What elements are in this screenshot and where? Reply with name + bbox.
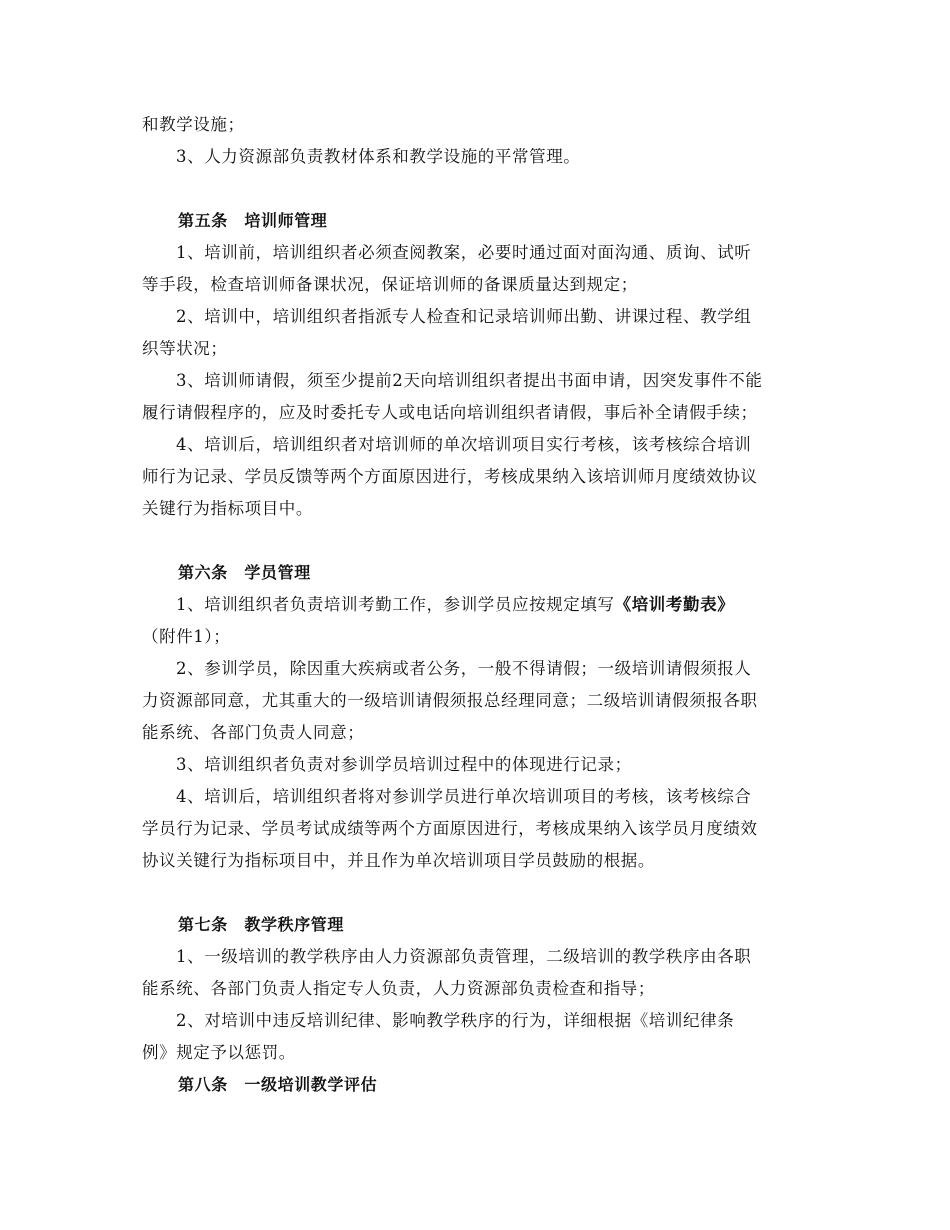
section-heading-8: 第八条 一级培训教学评估 (178, 1075, 378, 1094)
text-line: 1、培训前，培训组织者必须查阅教案，必要时通过面对面沟通、质询、试听 (176, 243, 752, 262)
text-line: 协议关键行为指标项目中，并且作为单次培训项目学员鼓励的根据。 (142, 851, 655, 870)
text-line: 织等状况； (142, 339, 228, 358)
text-line: 2、培训中，培训组织者指派专人检查和记录培训师出勤、讲课过程、教学组 (176, 307, 752, 326)
text-line: 师行为记录、学员反馈等两个方面原因进行，考核成果纳入该培训师月度绩效协议 (142, 467, 758, 486)
section-heading-7: 第七条 教学秩序管理 (178, 915, 345, 934)
text-line: 4、培训后，培训组织者对培训师的单次培训项目实行考核，该考核综合培训 (176, 435, 752, 454)
text-line (176, 594, 734, 616)
text-line: 4、培训后，培训组织者将对参训学员进行单次培训项目的考核，该考核综合 (176, 787, 752, 806)
text-line: 等手段，检查培训师备课状况，保证培训师的备课质量达到规定； (142, 275, 638, 294)
text-line: 3、人力资源部负责教材体系和教学设施的平常管理。 (176, 147, 581, 166)
text-line: 3、培训组织者负责对参训学员培训过程中的体现进行记录； (176, 755, 632, 774)
text-segment: 1、培训组织者负责培训考勤工作，参训学员应按规定填写 (176, 595, 615, 614)
section-heading-5: 第五条 培训师管理 (178, 211, 328, 230)
form-title-reference: 《培训考勤表》 (614, 595, 735, 614)
text-line: 关键行为指标项目中。 (142, 499, 313, 518)
text-line: 例》规定予以惩罚。 (142, 1043, 296, 1062)
text-line: 3、培训师请假，须至少提前2天向培训组织者提出书面申请，因突发事件不能 (176, 371, 763, 390)
text-line: 学员行为记录、学员考试成绩等两个方面原因进行，考核成果纳入该学员月度绩效 (142, 819, 758, 838)
text-line: 能系统、各部门负责人同意； (142, 723, 365, 742)
text-line: 和教学设施； (142, 115, 245, 134)
section-heading-6: 第六条 学员管理 (178, 563, 311, 582)
text-line: 能系统、各部门负责人指定专人负责，人力资源部负责检查和指导； (142, 979, 655, 998)
text-line: 力资源部同意，尤其重大的一级培训请假须报总经理同意；二级培训请假须报各职 (142, 691, 758, 710)
text-line: 2、参训学员，除因重大疾病或者公务，一般不得请假；一级培训请假须报人 (176, 659, 752, 678)
text-line: （附件1）； (142, 627, 231, 646)
text-line: 2、对培训中违反培训纪律、影响教学秩序的行为，详细根据《培训纪律条 (176, 1011, 735, 1030)
text-line: 履行请假程序的，应及时委托专人或电话向培训组织者请假，事后补全请假手续； (142, 403, 758, 422)
text-line: 1、一级培训的教学秩序由人力资源部负责管理，二级培训的教学秩序由各职 (176, 947, 752, 966)
